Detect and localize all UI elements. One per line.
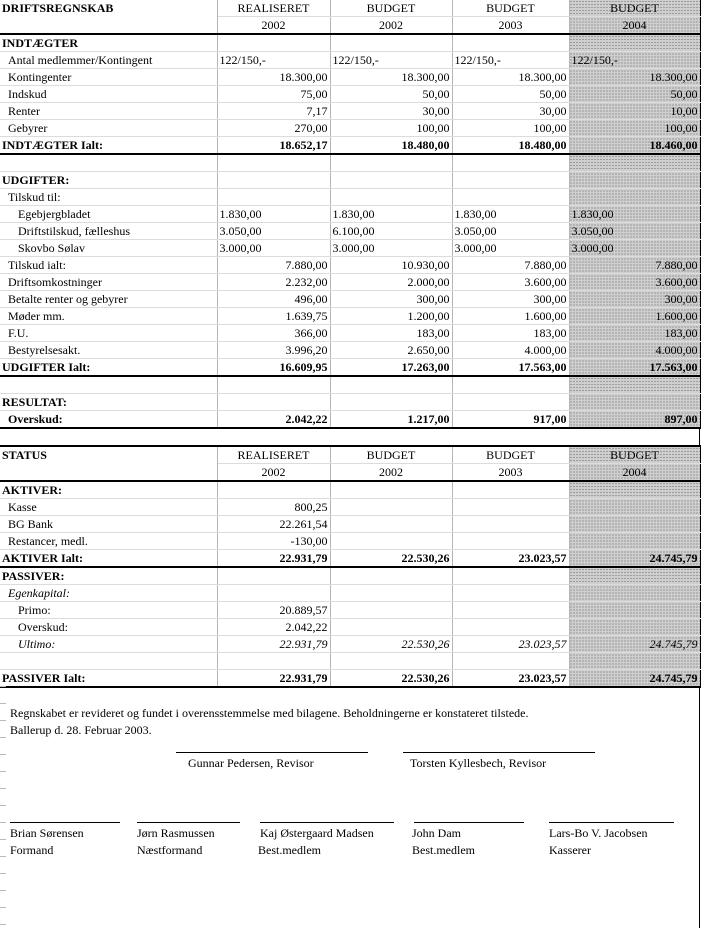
value-cell xyxy=(330,189,452,206)
value-cell xyxy=(330,602,452,619)
value-cell xyxy=(569,499,700,516)
value-cell xyxy=(217,585,330,602)
value-cell: 1.217,00 xyxy=(330,411,452,429)
value-cell xyxy=(569,516,700,533)
value-cell: 22.931,79 xyxy=(217,670,330,688)
value-cell: 6.100,00 xyxy=(330,223,452,240)
value-cell xyxy=(452,499,569,516)
table-row xyxy=(0,670,700,688)
value-cell xyxy=(217,154,330,172)
table-row xyxy=(0,291,700,308)
value-cell: 10.930,00 xyxy=(330,257,452,274)
column-header: BUDGET xyxy=(569,446,700,464)
section-title: STATUS xyxy=(0,446,217,481)
section-title: DRIFTSREGNSKAB xyxy=(0,0,217,34)
row-label: Indskud xyxy=(0,86,217,103)
table-row xyxy=(0,516,700,533)
board-member-name: Lars-Bo V. Jacobsen xyxy=(549,826,648,840)
row-label: Renter xyxy=(0,103,217,120)
row-label: Restancer, medl. xyxy=(0,533,217,550)
value-cell xyxy=(330,499,452,516)
value-cell: 18.480,00 xyxy=(452,137,569,155)
value-cell: 122/150,- xyxy=(452,52,569,69)
value-cell: 183,00 xyxy=(330,325,452,342)
column-year: 2004 xyxy=(569,464,700,482)
value-cell: 1.200,00 xyxy=(330,308,452,325)
column-header: BUDGET xyxy=(452,446,569,464)
row-label: Overskud: xyxy=(0,619,217,636)
grid-tick xyxy=(0,805,6,806)
row-label: Betalte renter og gebyrer xyxy=(0,291,217,308)
value-cell: 366,00 xyxy=(217,325,330,342)
value-cell: 100,00 xyxy=(569,120,700,137)
value-cell xyxy=(330,516,452,533)
value-cell: 2.232,00 xyxy=(217,274,330,291)
value-cell: 23.023,57 xyxy=(452,636,569,653)
value-cell: 22.261,54 xyxy=(217,516,330,533)
value-cell xyxy=(217,172,330,189)
value-cell xyxy=(569,172,700,189)
value-cell: 24.745,79 xyxy=(569,550,700,568)
table-row xyxy=(0,257,700,274)
grid-tick xyxy=(0,720,6,721)
header-row xyxy=(0,446,700,464)
row-label: Egenkapital: xyxy=(0,585,217,602)
value-cell: 7,17 xyxy=(217,103,330,120)
value-cell: 22.530,26 xyxy=(330,636,452,653)
value-cell xyxy=(452,376,569,394)
auditor-name: Torsten Kyllesbech, Revisor xyxy=(410,756,547,770)
row-label: INDTÆGTER xyxy=(0,34,217,52)
value-cell: 100,00 xyxy=(330,120,452,137)
value-cell xyxy=(330,394,452,411)
row-label: Tilskud ialt: xyxy=(0,257,217,274)
board-member-role: Best.medlem xyxy=(412,843,475,857)
table-row xyxy=(0,653,700,670)
value-cell: 16.609,95 xyxy=(217,359,330,377)
value-cell: 2.650,00 xyxy=(330,342,452,359)
board-member-role: Best.medlem xyxy=(258,843,321,857)
value-cell: 4.000,00 xyxy=(569,342,700,359)
value-cell xyxy=(330,533,452,550)
audit-statement: Regnskabet er revideret og fundet i overensstemmelse med bilagene. Beholdningerne er konstateret tilstede. xyxy=(10,706,529,720)
value-cell: 3.600,00 xyxy=(452,274,569,291)
table-row xyxy=(0,325,700,342)
value-cell xyxy=(569,34,700,52)
column-year: 2002 xyxy=(217,17,330,35)
value-cell xyxy=(330,376,452,394)
value-cell: 300,00 xyxy=(330,291,452,308)
value-cell: 3.000,00 xyxy=(330,240,452,257)
value-cell xyxy=(452,481,569,499)
value-cell: 7.880,00 xyxy=(217,257,330,274)
separator-row xyxy=(0,429,700,445)
value-cell xyxy=(330,172,452,189)
value-cell: 1.830,00 xyxy=(217,206,330,223)
value-cell: 7.880,00 xyxy=(452,257,569,274)
value-cell: 3.996,20 xyxy=(217,342,330,359)
value-cell: -130,00 xyxy=(217,533,330,550)
grid-tick xyxy=(0,839,6,840)
value-cell xyxy=(217,189,330,206)
value-cell: 10,00 xyxy=(569,103,700,120)
table-row xyxy=(0,34,700,52)
grid-tick xyxy=(0,822,6,823)
value-cell: 50,00 xyxy=(330,86,452,103)
value-cell xyxy=(452,653,569,670)
value-cell xyxy=(452,602,569,619)
value-cell: 3.050,00 xyxy=(569,223,700,240)
column-year: 2002 xyxy=(330,464,452,482)
table-row xyxy=(0,481,700,499)
value-cell xyxy=(330,619,452,636)
value-cell: 2.042,22 xyxy=(217,619,330,636)
column-year: 2004 xyxy=(569,17,700,35)
value-cell: 50,00 xyxy=(569,86,700,103)
value-cell: 30,00 xyxy=(452,103,569,120)
value-cell xyxy=(452,585,569,602)
row-label: Egebjergbladet xyxy=(0,206,217,223)
table-row xyxy=(0,619,700,636)
value-cell: 50,00 xyxy=(452,86,569,103)
value-cell: 3.050,00 xyxy=(452,223,569,240)
board-member-name: John Dam xyxy=(412,826,461,840)
row-label: F.U. xyxy=(0,325,217,342)
signature-line xyxy=(414,822,524,823)
value-cell: 17.563,00 xyxy=(452,359,569,377)
value-cell: 3.000,00 xyxy=(452,240,569,257)
value-cell xyxy=(217,481,330,499)
column-year: 2003 xyxy=(452,17,569,35)
value-cell xyxy=(330,34,452,52)
value-cell: 23.023,57 xyxy=(452,670,569,688)
table-row xyxy=(0,376,700,394)
column-year: 2002 xyxy=(330,17,452,35)
grid-tick xyxy=(0,873,6,874)
value-cell xyxy=(452,567,569,585)
board-member-name: Jørn Rasmussen xyxy=(137,826,215,840)
value-cell xyxy=(452,172,569,189)
value-cell xyxy=(217,34,330,52)
footer xyxy=(0,686,700,928)
board-member-role: Kasserer xyxy=(549,843,591,857)
value-cell: 18.300,00 xyxy=(217,69,330,86)
value-cell xyxy=(569,533,700,550)
value-cell: 100,00 xyxy=(452,120,569,137)
board-member-name: Kaj Østergaard Madsen xyxy=(260,826,374,840)
table-row xyxy=(0,308,700,325)
column-header: REALISERET xyxy=(217,446,330,464)
signature-line xyxy=(260,822,394,823)
value-cell: 1.830,00 xyxy=(569,206,700,223)
table-row xyxy=(0,585,700,602)
grid-tick xyxy=(0,924,6,925)
table-row xyxy=(0,137,700,155)
table-row xyxy=(0,274,700,291)
value-cell: 270,00 xyxy=(217,120,330,137)
value-cell xyxy=(217,653,330,670)
value-cell: 75,00 xyxy=(217,86,330,103)
value-cell: 122/150,- xyxy=(330,52,452,69)
row-label: BG Bank xyxy=(0,516,217,533)
board-member-role: Formand xyxy=(10,843,54,857)
value-cell: 18.300,00 xyxy=(452,69,569,86)
value-cell: 18.300,00 xyxy=(330,69,452,86)
header-row xyxy=(0,0,700,17)
value-cell: 2.042,22 xyxy=(217,411,330,429)
grid-tick xyxy=(0,686,6,687)
value-cell: 122/150,- xyxy=(569,52,700,69)
value-cell: 18.300,00 xyxy=(569,69,700,86)
board-member-name: Brian Sørensen xyxy=(10,826,84,840)
table-row xyxy=(0,636,700,653)
value-cell: 1.600,00 xyxy=(569,308,700,325)
value-cell: 3.050,00 xyxy=(217,223,330,240)
value-cell: 22.530,26 xyxy=(330,550,452,568)
table-row xyxy=(0,602,700,619)
value-cell xyxy=(452,154,569,172)
value-cell xyxy=(217,376,330,394)
value-cell: 897,00 xyxy=(569,411,700,429)
value-cell: 23.023,57 xyxy=(452,550,569,568)
value-cell: 22.931,79 xyxy=(217,636,330,653)
row-label: PASSIVER: xyxy=(0,567,217,585)
table-row xyxy=(0,52,700,69)
row-label: Bestyrelsesakt. xyxy=(0,342,217,359)
value-cell: 122/150,- xyxy=(217,52,330,69)
grid-tick xyxy=(0,907,6,908)
column-header: BUDGET xyxy=(330,446,452,464)
value-cell xyxy=(569,154,700,172)
value-cell xyxy=(569,376,700,394)
value-cell: 18.460,00 xyxy=(569,137,700,155)
column-header: BUDGET xyxy=(452,0,569,17)
value-cell: 4.000,00 xyxy=(452,342,569,359)
grid-tick xyxy=(0,788,6,789)
value-cell: 22.530,26 xyxy=(330,670,452,688)
value-cell xyxy=(569,585,700,602)
table-row xyxy=(0,342,700,359)
column-year: 2002 xyxy=(217,464,330,482)
table-row xyxy=(0,411,700,429)
value-cell xyxy=(452,533,569,550)
signature-line xyxy=(137,822,240,823)
row-label: UDGIFTER: xyxy=(0,172,217,189)
grid-tick xyxy=(0,771,6,772)
grid-tick xyxy=(0,754,6,755)
table-row xyxy=(0,240,700,257)
signature-line xyxy=(403,752,595,753)
row-label: Overskud: xyxy=(0,411,217,429)
board-member-role: Næstformand xyxy=(137,843,203,857)
row-label: Driftstilskud, fælleshus xyxy=(0,223,217,240)
value-cell xyxy=(452,516,569,533)
value-cell: 183,00 xyxy=(452,325,569,342)
auditor-name: Gunnar Pedersen, Revisor xyxy=(188,756,314,770)
row-label: UDGIFTER Ialt: xyxy=(0,359,217,377)
signature-line xyxy=(10,822,120,823)
signature-line xyxy=(549,822,674,823)
value-cell: 300,00 xyxy=(569,291,700,308)
grid-tick xyxy=(0,737,6,738)
value-cell: 20.889,57 xyxy=(217,602,330,619)
row-label: Primo: xyxy=(0,602,217,619)
grid-tick xyxy=(0,856,6,857)
column-header: BUDGET xyxy=(569,0,700,17)
row-label: Gebyrer xyxy=(0,120,217,137)
value-cell: 1.600,00 xyxy=(452,308,569,325)
value-cell: 3.000,00 xyxy=(217,240,330,257)
value-cell xyxy=(452,34,569,52)
table-row xyxy=(0,103,700,120)
value-cell xyxy=(330,154,452,172)
grid-tick xyxy=(0,703,6,704)
table-row xyxy=(0,172,700,189)
row-label: AKTIVER: xyxy=(0,481,217,499)
table-row xyxy=(0,69,700,86)
value-cell xyxy=(452,394,569,411)
row-label xyxy=(0,653,217,670)
row-label: Skovbo Sølav xyxy=(0,240,217,257)
value-cell: 300,00 xyxy=(452,291,569,308)
value-cell: 2.000,00 xyxy=(330,274,452,291)
table-row xyxy=(0,533,700,550)
column-header: BUDGET xyxy=(330,0,452,17)
value-cell xyxy=(569,189,700,206)
table-row xyxy=(0,394,700,411)
value-cell: 17.563,00 xyxy=(569,359,700,377)
value-cell xyxy=(330,481,452,499)
status-table xyxy=(0,445,701,688)
value-cell: 18.652,17 xyxy=(217,137,330,155)
signature-line xyxy=(176,752,368,753)
table-row xyxy=(0,499,700,516)
value-cell: 7.880,00 xyxy=(569,257,700,274)
value-cell: 496,00 xyxy=(217,291,330,308)
value-cell xyxy=(569,653,700,670)
value-cell: 24.745,79 xyxy=(569,670,700,688)
value-cell xyxy=(217,567,330,585)
value-cell: 22.931,79 xyxy=(217,550,330,568)
row-label: Ultimo: xyxy=(0,636,217,653)
value-cell xyxy=(217,394,330,411)
value-cell xyxy=(569,619,700,636)
value-cell xyxy=(330,567,452,585)
table-row xyxy=(0,120,700,137)
value-cell: 18.480,00 xyxy=(330,137,452,155)
value-cell xyxy=(452,619,569,636)
row-label: Tilskud til: xyxy=(0,189,217,206)
table-row xyxy=(0,550,700,568)
value-cell: 1.830,00 xyxy=(330,206,452,223)
value-cell xyxy=(569,567,700,585)
table-row xyxy=(0,189,700,206)
grid-tick xyxy=(0,890,6,891)
value-cell xyxy=(569,481,700,499)
value-cell xyxy=(569,394,700,411)
value-cell xyxy=(569,602,700,619)
row-label: AKTIVER Ialt: xyxy=(0,550,217,568)
value-cell: 917,00 xyxy=(452,411,569,429)
row-label xyxy=(0,154,217,172)
value-cell xyxy=(330,653,452,670)
row-label: PASSIVER Ialt: xyxy=(0,670,217,688)
table-row xyxy=(0,154,700,172)
value-cell xyxy=(330,585,452,602)
table-row xyxy=(0,567,700,585)
value-cell: 3.600,00 xyxy=(569,274,700,291)
row-label: INDTÆGTER Ialt: xyxy=(0,137,217,155)
table-row xyxy=(0,206,700,223)
driftsregnskab-table xyxy=(0,0,701,429)
value-cell: 24.745,79 xyxy=(569,636,700,653)
value-cell xyxy=(452,189,569,206)
value-cell: 30,00 xyxy=(330,103,452,120)
value-cell: 1.830,00 xyxy=(452,206,569,223)
row-label: RESULTAT: xyxy=(0,394,217,411)
row-label: Kontingenter xyxy=(0,69,217,86)
value-cell: 17.263,00 xyxy=(330,359,452,377)
value-cell: 183,00 xyxy=(569,325,700,342)
value-cell: 1.639,75 xyxy=(217,308,330,325)
table-row xyxy=(0,223,700,240)
value-cell: 3.000,00 xyxy=(569,240,700,257)
row-label: Driftsomkostninger xyxy=(0,274,217,291)
row-label: Kasse xyxy=(0,499,217,516)
row-label xyxy=(0,376,217,394)
column-header: REALISERET xyxy=(217,0,330,17)
row-label: Antal medlemmer/Kontingent xyxy=(0,52,217,69)
row-label: Møder mm. xyxy=(0,308,217,325)
value-cell: 800,25 xyxy=(217,499,330,516)
column-year: 2003 xyxy=(452,464,569,482)
place-date: Ballerup d. 28. Februar 2003. xyxy=(10,723,152,737)
table-row xyxy=(0,86,700,103)
table-row xyxy=(0,359,700,377)
